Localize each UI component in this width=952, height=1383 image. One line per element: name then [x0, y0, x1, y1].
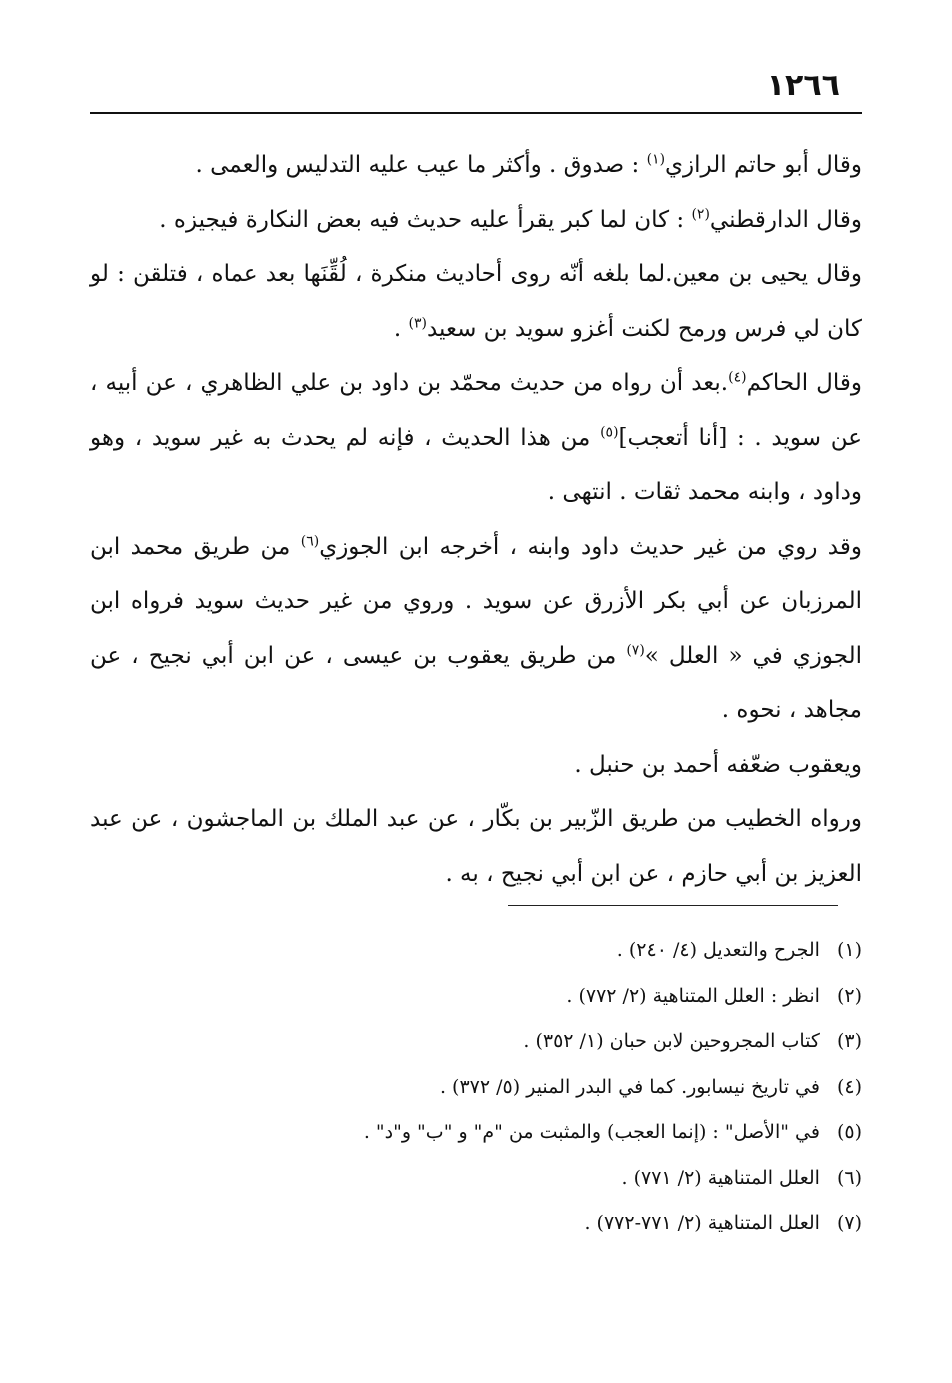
footnote-ref-5: (٥): [600, 423, 619, 440]
paragraph-4: [90, 356, 862, 520]
footnote-text: الجرح والتعديل (٤/ ٢٤٠) .: [616, 939, 820, 961]
paragraph-2: [90, 193, 862, 248]
paragraph-1: [90, 138, 862, 193]
footnote-text: في "الأصل" : (إنما العجب) والمثبت من "م" و "ب" و"د" .: [363, 1121, 820, 1143]
footnote-ref-2: (٢): [691, 205, 710, 222]
paragraph-text: : صدوق . وأكثر ما عيب عليه التدليس والعمى .: [195, 152, 647, 178]
footnote-ref-4: (٤): [728, 369, 747, 386]
header-rule: [90, 112, 862, 114]
footnote-number: (٥): [836, 1121, 862, 1143]
footnote-text: في تاريخ نيسابور. كما في البدر المنير (٥/ ٣٧٢) .: [439, 1075, 820, 1098]
footnote-number: (٦): [836, 1166, 862, 1189]
footnote-text: العلل المتناهية (٢/ ٧٧١-٧٧٢) .: [584, 1212, 820, 1234]
footnote-ref-6: (٦): [300, 532, 320, 549]
footnote: [90, 1201, 862, 1247]
footnote-ref-1: (١): [646, 151, 666, 168]
paragraph-text: من طريق محمد ابن المرزبان عن أبي بكر الأزرق عن سويد . وروي من غير حديث سويد فرواه ابن الجوزي في « العلل »: [90, 533, 862, 669]
footnote: [90, 1065, 862, 1111]
paragraph-text: .: [393, 315, 409, 342]
paragraph-text: وقال الدارقطني: [709, 206, 862, 233]
footnote-number: (٤): [836, 1075, 862, 1098]
footnote: [90, 974, 862, 1020]
paragraph-text: وقال يحيى بن معين.لما بلغه أنّه روى أحاديث منكرة ، لُقِّنَها بعد عماه ، فتلقن : لو كان لي فرس ورمح لكنت أغزو سويد بن سعيد: [90, 261, 862, 342]
footnotes: [90, 928, 862, 1247]
footnote: [90, 1110, 862, 1156]
paragraph-text: وقال الحاكم: [746, 370, 863, 396]
paragraph-text: وقد روي من غير حديث داود وابنه ، أخرجه ابن الجوزي: [319, 533, 862, 560]
paragraph-text: من هذا الحديث ، فإنه لم يحدث به غير سويد ، وهو وداود ، وابنه محمد ثقات . انتهى .: [90, 424, 862, 505]
footnote-number: (٣): [836, 1030, 862, 1052]
paragraph-text: .بعد أن رواه من حديث محمّد بن داود بن علي الظاهري ، عن أبيه ، عن سويد . : [أنا أتعجب]: [90, 370, 862, 451]
footnote-ref-7: (٧): [626, 641, 645, 658]
footnote-text: انظر : العلل المتناهية (٢/ ٧٧٢) .: [566, 984, 820, 1007]
paragraph-text: : كان لما كبر يقرأ عليه حديث فيه بعض النكارة فيجيزه .: [159, 206, 692, 233]
paragraph-3: [90, 247, 862, 356]
footnote-number: (٧): [836, 1212, 862, 1234]
footnote: [90, 1156, 862, 1202]
footnote: [90, 1019, 862, 1065]
paragraph-6: ويعقوب ضعّفه أحمد بن حنبل .: [574, 751, 862, 778]
footnote-text: العلل المتناهية (٢/ ٧٧١) .: [621, 1166, 820, 1189]
paragraph-text: وقال أبو حاتم الرازي: [665, 152, 862, 178]
footnote: [90, 928, 862, 974]
footnote-ref-3: (٣): [408, 314, 427, 331]
footnote-separator: [508, 905, 838, 906]
page-number: ١٢٦٦: [766, 68, 840, 103]
main-text: [90, 138, 862, 901]
footnote-text: كتاب المجروحين لابن حبان (١/ ٣٥٢) .: [523, 1030, 820, 1052]
paragraph-text: من طريق يعقوب بن عيسى ، عن ابن أبي نجيح ، عن مجاهد ، نحوه .: [90, 642, 862, 723]
paragraph-5: [90, 520, 862, 738]
paragraph-7: ورواه الخطيب من طريق الزّبير بن بكّار ، عن عبد الملك بن الماجشون ، عن عبد العزيز بن أبي حازم ، عن ابن أبي نجيح ، به .: [90, 806, 862, 887]
footnote-number: (١): [836, 939, 862, 961]
footnote-number: (٢): [836, 984, 862, 1007]
